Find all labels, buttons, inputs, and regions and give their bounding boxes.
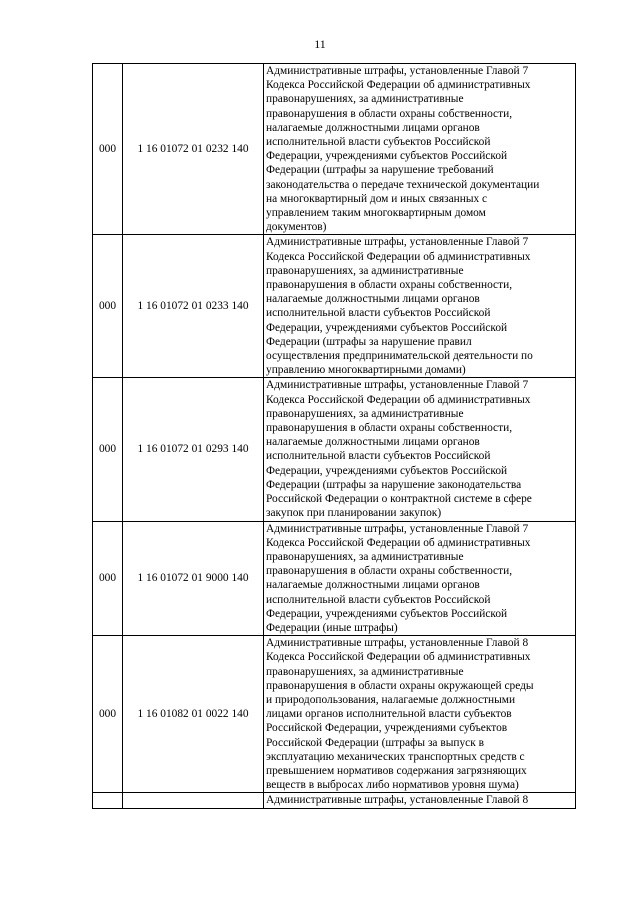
description-line: Федерации (иные штрафы) — [266, 621, 398, 634]
table-row — [93, 235, 576, 378]
description-line: Кодекса Российской Федерации об административных — [266, 651, 531, 664]
budget-code-cell: 1 16 01072 01 0233 140 — [123, 235, 264, 378]
description-line: лицами органов исполнительной власти субъектов — [266, 708, 512, 721]
admin-code-cell: 000 — [93, 235, 123, 378]
page-number: 11 — [314, 37, 326, 51]
description-cell — [264, 64, 576, 235]
description-line: Административные штрафы, установленные Главой 7 — [266, 522, 529, 535]
description-line: документов) — [266, 221, 327, 234]
description-line: исполнительной власти субъектов Российской — [266, 136, 491, 149]
description-line: Федерации (штрафы за нарушение правил — [266, 335, 472, 348]
description-line: управлению многоквартирными домами) — [266, 364, 466, 377]
budget-code-cell: 1 16 01072 01 0232 140 — [123, 64, 264, 235]
admin-code-cell: 000 — [93, 64, 123, 235]
table-row — [93, 378, 576, 521]
description-line: законодательства о передаче технической документации — [266, 178, 540, 191]
table-row — [93, 64, 576, 235]
description-line: правонарушениях, за административные — [266, 665, 464, 678]
description-line: правонарушениях, за административные — [266, 93, 464, 106]
budget-code-cell: 1 16 01072 01 9000 140 — [123, 521, 264, 636]
description-line: Федерации, учреждениями субъектов Российской — [266, 464, 508, 477]
table-row — [93, 521, 576, 636]
budget-classification-table — [92, 63, 576, 809]
description-line: Административные штрафы, установленные Главой 7 — [266, 379, 529, 392]
description-line: превышением нормативов содержания загрязняющих — [266, 764, 527, 777]
description-line: правонарушениях, за административные — [266, 550, 464, 563]
description-line: и природопользования, налагаемые должностными — [266, 693, 516, 706]
budget-code-cell: 1 16 01072 01 0293 140 — [123, 378, 264, 521]
description-line: эксплуатацию механических транспортных средств с — [266, 750, 525, 763]
description-line: исполнительной власти субъектов Российской — [266, 593, 491, 606]
description-line: Федерации, учреждениями субъектов Российской — [266, 150, 508, 163]
description-line: осуществления предпринимательской деятельности по — [266, 350, 533, 363]
description-cell — [264, 793, 576, 808]
description-line: налагаемые должностными лицами органов — [266, 436, 480, 449]
description-line: Административные штрафы, установленные Главой 7 — [266, 65, 529, 77]
description-line: Административные штрафы, установленные Главой 8 — [266, 637, 529, 650]
description-line: исполнительной власти субъектов Российской — [266, 307, 491, 320]
description-cell — [264, 636, 576, 793]
description-line: исполнительной власти субъектов Российской — [266, 450, 491, 463]
table-row — [93, 793, 576, 808]
table-row — [93, 636, 576, 793]
description-line: правонарушения в области охраны собственности, — [266, 279, 513, 292]
description-line: Кодекса Российской Федерации об административных — [266, 250, 531, 263]
budget-code-cell: 1 16 01082 01 0022 140 — [123, 636, 264, 793]
description-line: правонарушения в области охраны собственности, — [266, 565, 513, 578]
description-line: правонарушения в области охраны собственности, — [266, 422, 513, 435]
budget-code-cell — [123, 793, 264, 808]
description-line: Административные штрафы, установленные Главой 8 — [266, 794, 529, 807]
description-line: налагаемые должностными лицами органов — [266, 579, 480, 592]
description-line: Российской Федерации (штрафы за выпуск в — [266, 736, 484, 749]
description-line: Кодекса Российской Федерации об административных — [266, 393, 531, 406]
description-cell — [264, 378, 576, 521]
description-line: Российской Федерации о контрактной системе в сфере — [266, 493, 532, 506]
description-line: правонарушениях, за административные — [266, 264, 464, 277]
description-line: веществ в выбросах либо нормативов уровня шума) — [266, 779, 519, 792]
description-line: Федерации, учреждениями субъектов Российской — [266, 607, 508, 620]
description-line: Российской Федерации, учреждениями субъектов — [266, 722, 508, 735]
description-line: правонарушениях, за административные — [266, 407, 464, 420]
admin-code-cell: 000 — [93, 378, 123, 521]
description-line: управлением таким многоквартирным домом — [266, 207, 486, 220]
description-line: Федерации (штрафы за нарушение требований — [266, 164, 494, 177]
description-line: Федерации (штрафы за нарушение законодательства — [266, 478, 522, 491]
description-line: Федерации, учреждениями субъектов Российской — [266, 321, 508, 334]
description-line: налагаемые должностными лицами органов — [266, 293, 480, 306]
description-cell — [264, 235, 576, 378]
description-line: на многоквартирный дом и иных связанных с — [266, 192, 488, 205]
description-cell — [264, 521, 576, 636]
description-line: Кодекса Российской Федерации об административных — [266, 79, 531, 92]
description-line: Административные штрафы, установленные Главой 7 — [266, 236, 529, 249]
description-line: налагаемые должностными лицами органов — [266, 121, 480, 134]
description-line: правонарушения в области охраны собственности, — [266, 107, 513, 120]
admin-code-cell: 000 — [93, 636, 123, 793]
description-line: Кодекса Российской Федерации об административных — [266, 536, 531, 549]
description-line: правонарушения в области охраны окружающей среды — [266, 679, 534, 692]
description-line: закупок при планировании закупок) — [266, 507, 442, 520]
admin-code-cell: 000 — [93, 521, 123, 636]
admin-code-cell — [93, 793, 123, 808]
